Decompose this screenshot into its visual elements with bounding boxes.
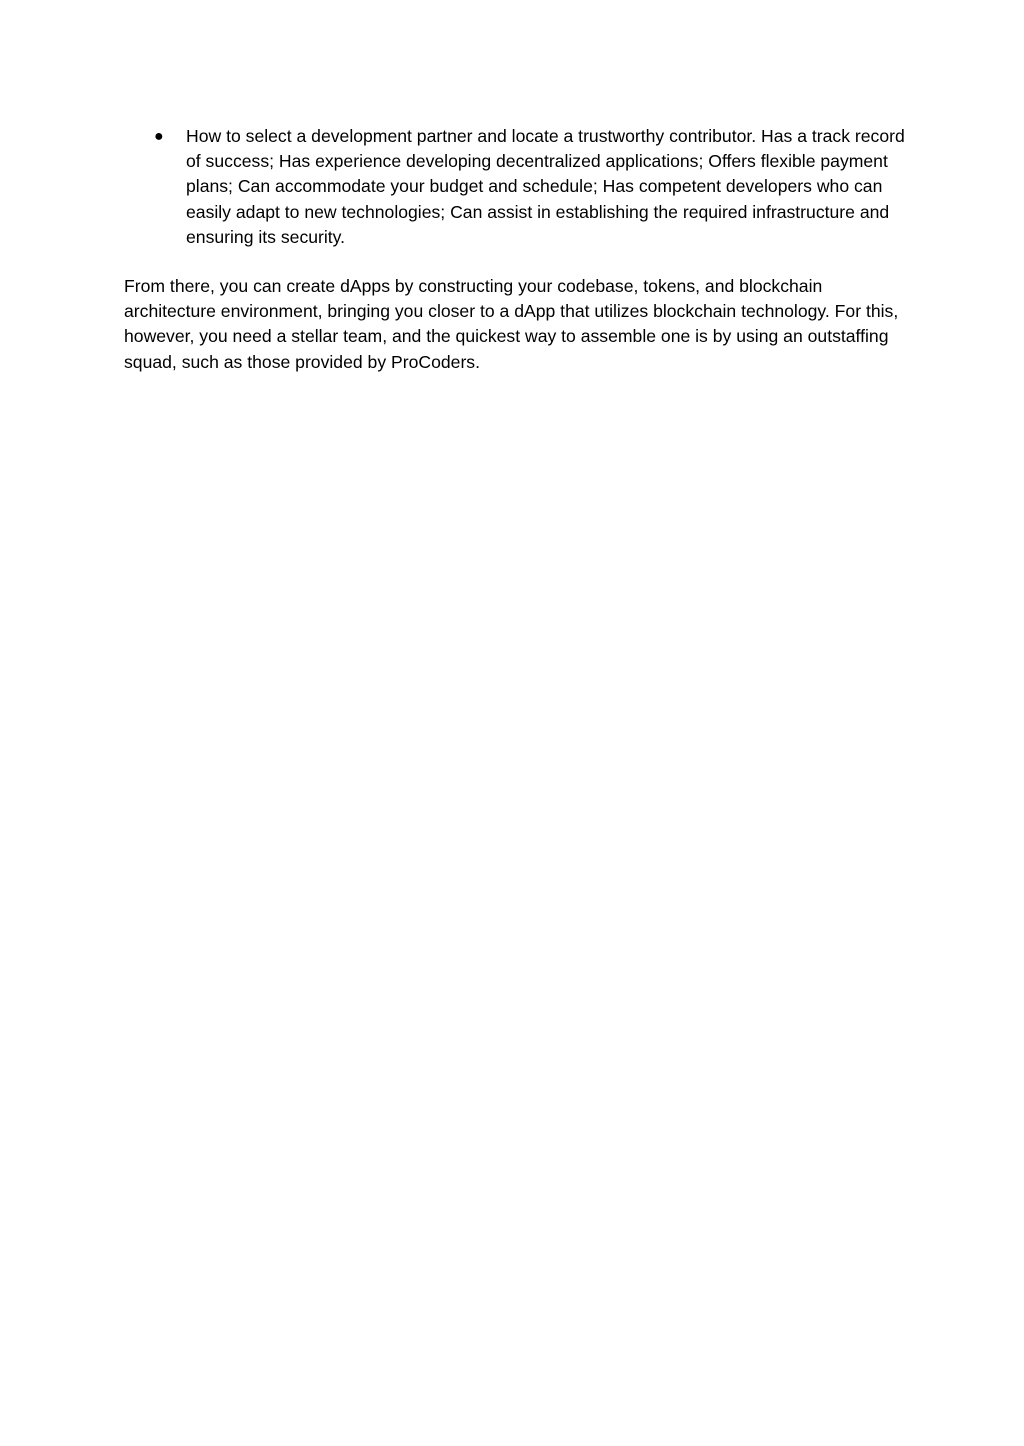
body-paragraph: From there, you can create dApps by constructing your codebase, tokens, and blockchain architecture environment, bringing you closer to a dApp that utilizes blockchain technology. For this, however, you need a stellar team, and the quickest way to assemble one is by using an outstaffing squad, such as those provided by ProCoders.: [124, 276, 899, 372]
list-item: [124, 124, 914, 250]
bullet-text: How to select a development partner and locate a trustworthy contributor. Has a track record of success; Has experience developing decentralized applications; Offers flexible payment plans; Can accommodate your budget and schedule; Has competent developers who can easily adapt to new technologies; Can assist in establishing the required infrastructure and ensuring its security.: [186, 126, 905, 247]
bullet-list: [124, 124, 914, 250]
bullet-icon: ●: [154, 128, 164, 145]
